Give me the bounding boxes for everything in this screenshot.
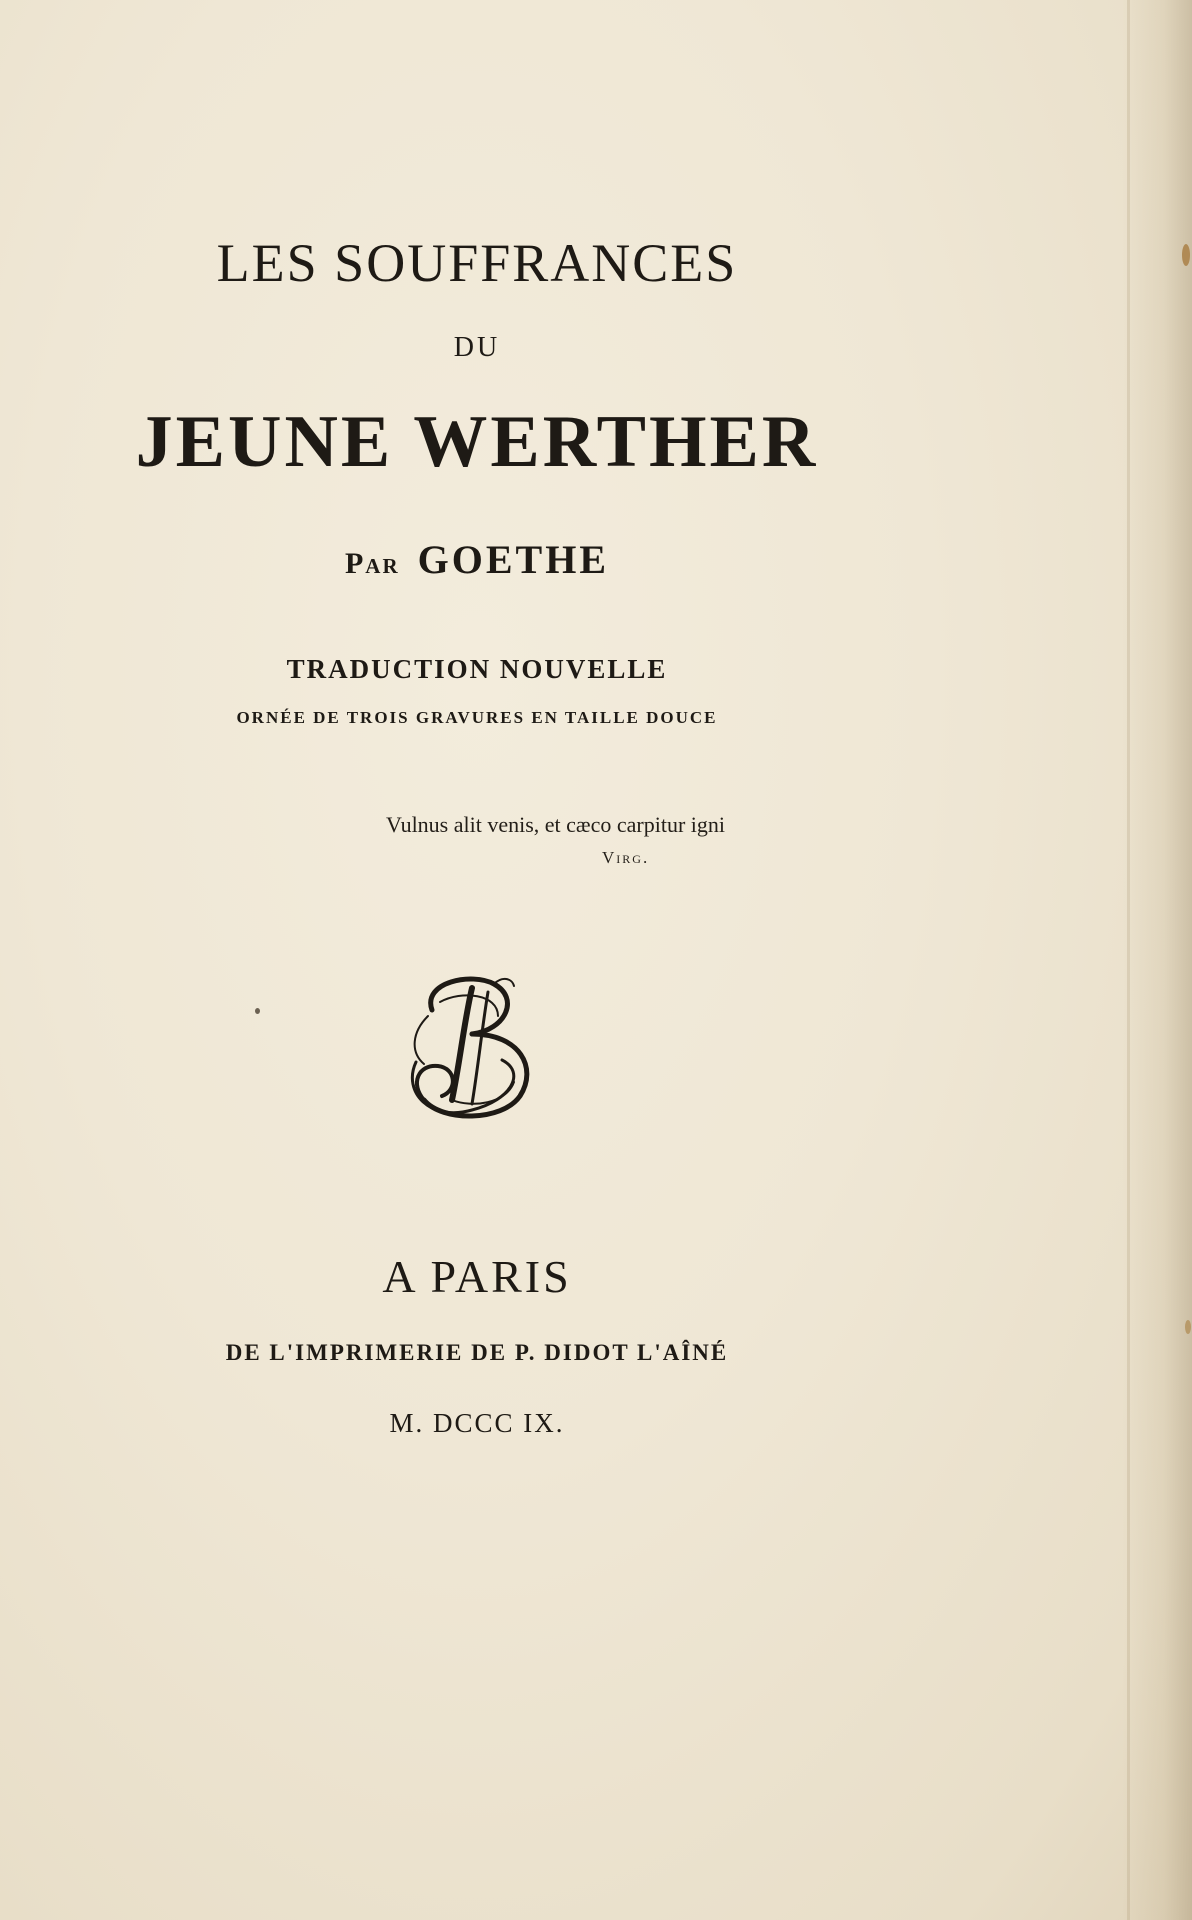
illustration-note: ORNÉE DE TROIS GRAVURES EN TAILLE DOUCE bbox=[236, 708, 718, 727]
title-connector: DU bbox=[453, 332, 501, 363]
place-of-publication: A PARIS bbox=[382, 1251, 572, 1302]
page-fold-line bbox=[1127, 0, 1130, 1920]
epigraph-source: Virg. bbox=[602, 848, 650, 867]
monogram-icon bbox=[402, 972, 542, 1132]
printer-line: DE L'IMPRIMERIE DE P. DIDOT L'AÎNÉ bbox=[225, 1340, 729, 1365]
ink-speck bbox=[255, 1008, 260, 1014]
publication-year: M. DCCC IX. bbox=[389, 1408, 565, 1438]
author-line bbox=[0, 536, 954, 583]
foxing-mark bbox=[1185, 1320, 1191, 1334]
foxing-mark bbox=[1182, 244, 1190, 266]
author-prefix: Par bbox=[344, 547, 400, 580]
epigraph: Vulnus alit venis, et cæco carpitur igni bbox=[386, 812, 725, 837]
title-line-2: JEUNE WERTHER bbox=[135, 401, 819, 483]
title-line-1: LES SOUFFRANCES bbox=[216, 233, 738, 293]
page-edge-shadow bbox=[1122, 0, 1192, 1920]
edition-note: TRADUCTION NOUVELLE bbox=[286, 654, 668, 684]
author-name: GOETHE bbox=[417, 537, 610, 582]
